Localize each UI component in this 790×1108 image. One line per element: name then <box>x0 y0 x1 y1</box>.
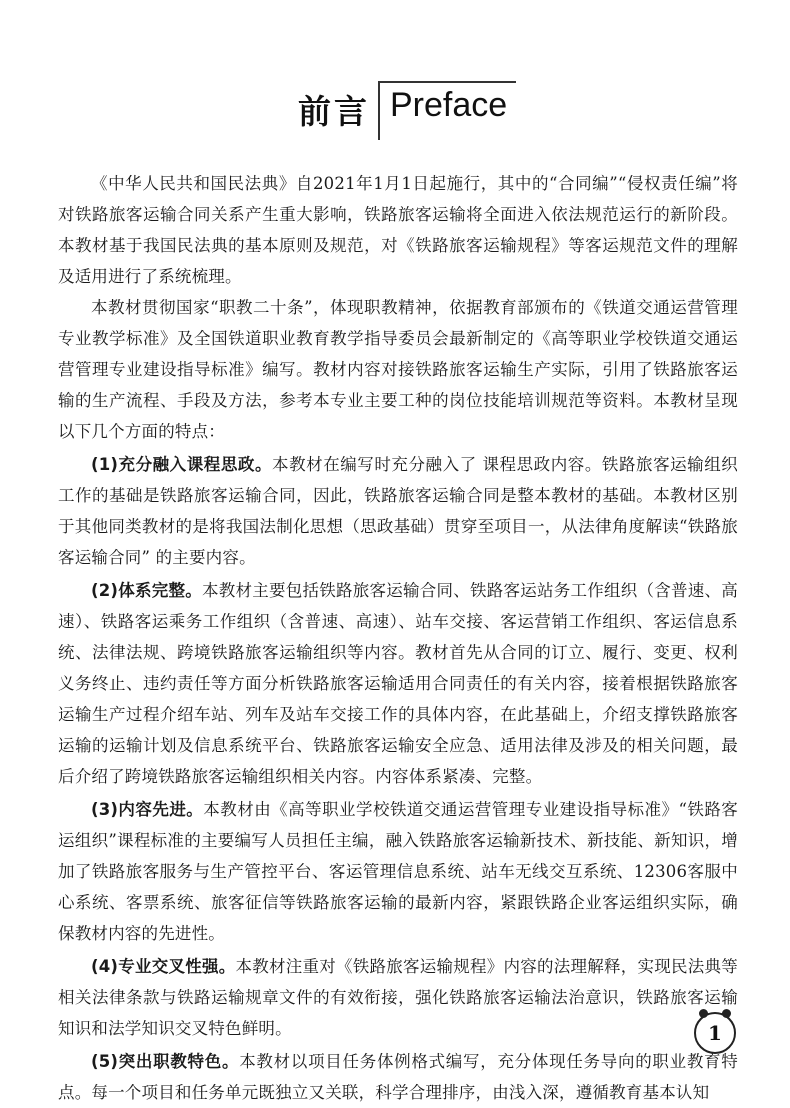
header-top-rule <box>378 81 516 83</box>
paragraph-text: 《中华人民共和国民法典》自2021年1月1日起施行，其中的“合同编”“侵权责任编”将对铁路旅客运输合同关系产生重大影响，铁路旅客运输将全面进入依法规范运行的新阶段。本教材基于我国民法典的基本原则及规范，对《铁路旅客运输规程》等客运规范文件的理解及适用进行了系统梳理。 <box>58 174 738 286</box>
preface-body <box>58 168 738 1108</box>
chapter-title-en: Preface <box>390 86 508 124</box>
paragraph-text: 本教材在编写时充分融入了 课程思政内容。铁路旅客运输组织工作的基础是铁路旅客运输合同，因此，铁路旅客运输合同是整本教材的基础。本教材区别于其他同类教材的是将我国法制化思想（思政基础）贯穿至项目一，从法律角度解读“铁路旅客运输合同” 的主要内容。 <box>58 455 738 567</box>
paragraph-2 <box>58 292 738 447</box>
chapter-header <box>0 0 790 160</box>
feature-item-3 <box>58 794 738 949</box>
header-divider <box>378 82 380 140</box>
paragraph-text: 本教材贯彻国家“职教二十条”，体现职教精神，依据教育部颁布的《铁道交通运营管理专业教学标准》及全国铁道职业教育教学指导委员会最新制定的《高等职业学校铁道交通运营管理专业建设指导标准》编写。教材内容对接铁路旅客运输生产实际，引用了铁路旅客运输的生产流程、手段及方法，参考本专业主要工种的岗位技能培训规范等资料。本教材呈现以下几个方面的特点： <box>58 298 738 441</box>
paragraph-text: 本教材注重对《铁路旅客运输规程》内容的法理解释，实现民法典等相关法律条款与铁路运输规章文件的有效衔接，强化铁路旅客运输法治意识，铁路旅客运输知识和法学知识交叉特色鲜明。 <box>58 957 738 1038</box>
paragraph-text: 本教材由《高等职业学校铁道交通运营管理专业建设指导标准》“铁路客运组织”课程标准的主要编写人员担任主编，融入铁路旅客运输新技术、新技能、新知识，增加了铁路旅客服务与生产管控平台、客运管理信息系统、站车无线交互系统、12306客服中心系统、客票系统、旅客征信等铁路旅客运输的最新内容，紧跟铁路企业客运组织实际，确保教材内容的先进性。 <box>58 800 738 943</box>
feature-heading: (5)突出职教特色。 <box>91 1052 240 1071</box>
feature-item-4 <box>58 951 738 1044</box>
paragraph-text: 本教材主要包括铁路旅客运输合同、铁路客运站务工作组织（含普速、高速）、铁路客运乘务工作组织（含普速、高速）、站车交接、客运营销工作组织、客运信息系统、法律法规、跨境铁路旅客运输组织等内容。教材首先从合同的订立、履行、变更、权利义务终止、违约责任等方面分析铁路旅客运输适用合同责任的有关内容，接着根据铁路旅客运输生产过程介绍车站、列车及站车交接工作的具体内容，在此基础上，介绍支撑铁路旅客运输的运输计划及信息系统平台、铁路旅客运输安全应急、适用法律及涉及的相关问题，最后介绍了跨境铁路旅客运输组织相关内容。内容体系紧凑、完整。 <box>58 581 738 786</box>
feature-item-2 <box>58 575 738 792</box>
feature-heading: (2)体系完整。 <box>91 581 202 600</box>
paragraph-1 <box>58 168 738 292</box>
feature-heading: (4)专业交叉性强。 <box>91 957 236 976</box>
feature-item-5 <box>58 1046 738 1108</box>
feature-item-1 <box>58 449 738 573</box>
feature-heading: (3)内容先进。 <box>91 800 204 819</box>
page-number-badge <box>694 1012 736 1054</box>
feature-heading: (1)充分融入课程思政。 <box>91 455 273 474</box>
page-number: 1 <box>708 1021 722 1045</box>
paragraph-text: 本教材以项目任务体例格式编写，充分体现任务导向的职业教育特点。每一个项目和任务单元既独立又关联，科学合理排序，由浅入深，遵循教育基本认知 <box>58 1052 738 1102</box>
chapter-title-cn: 前言 <box>298 92 370 131</box>
